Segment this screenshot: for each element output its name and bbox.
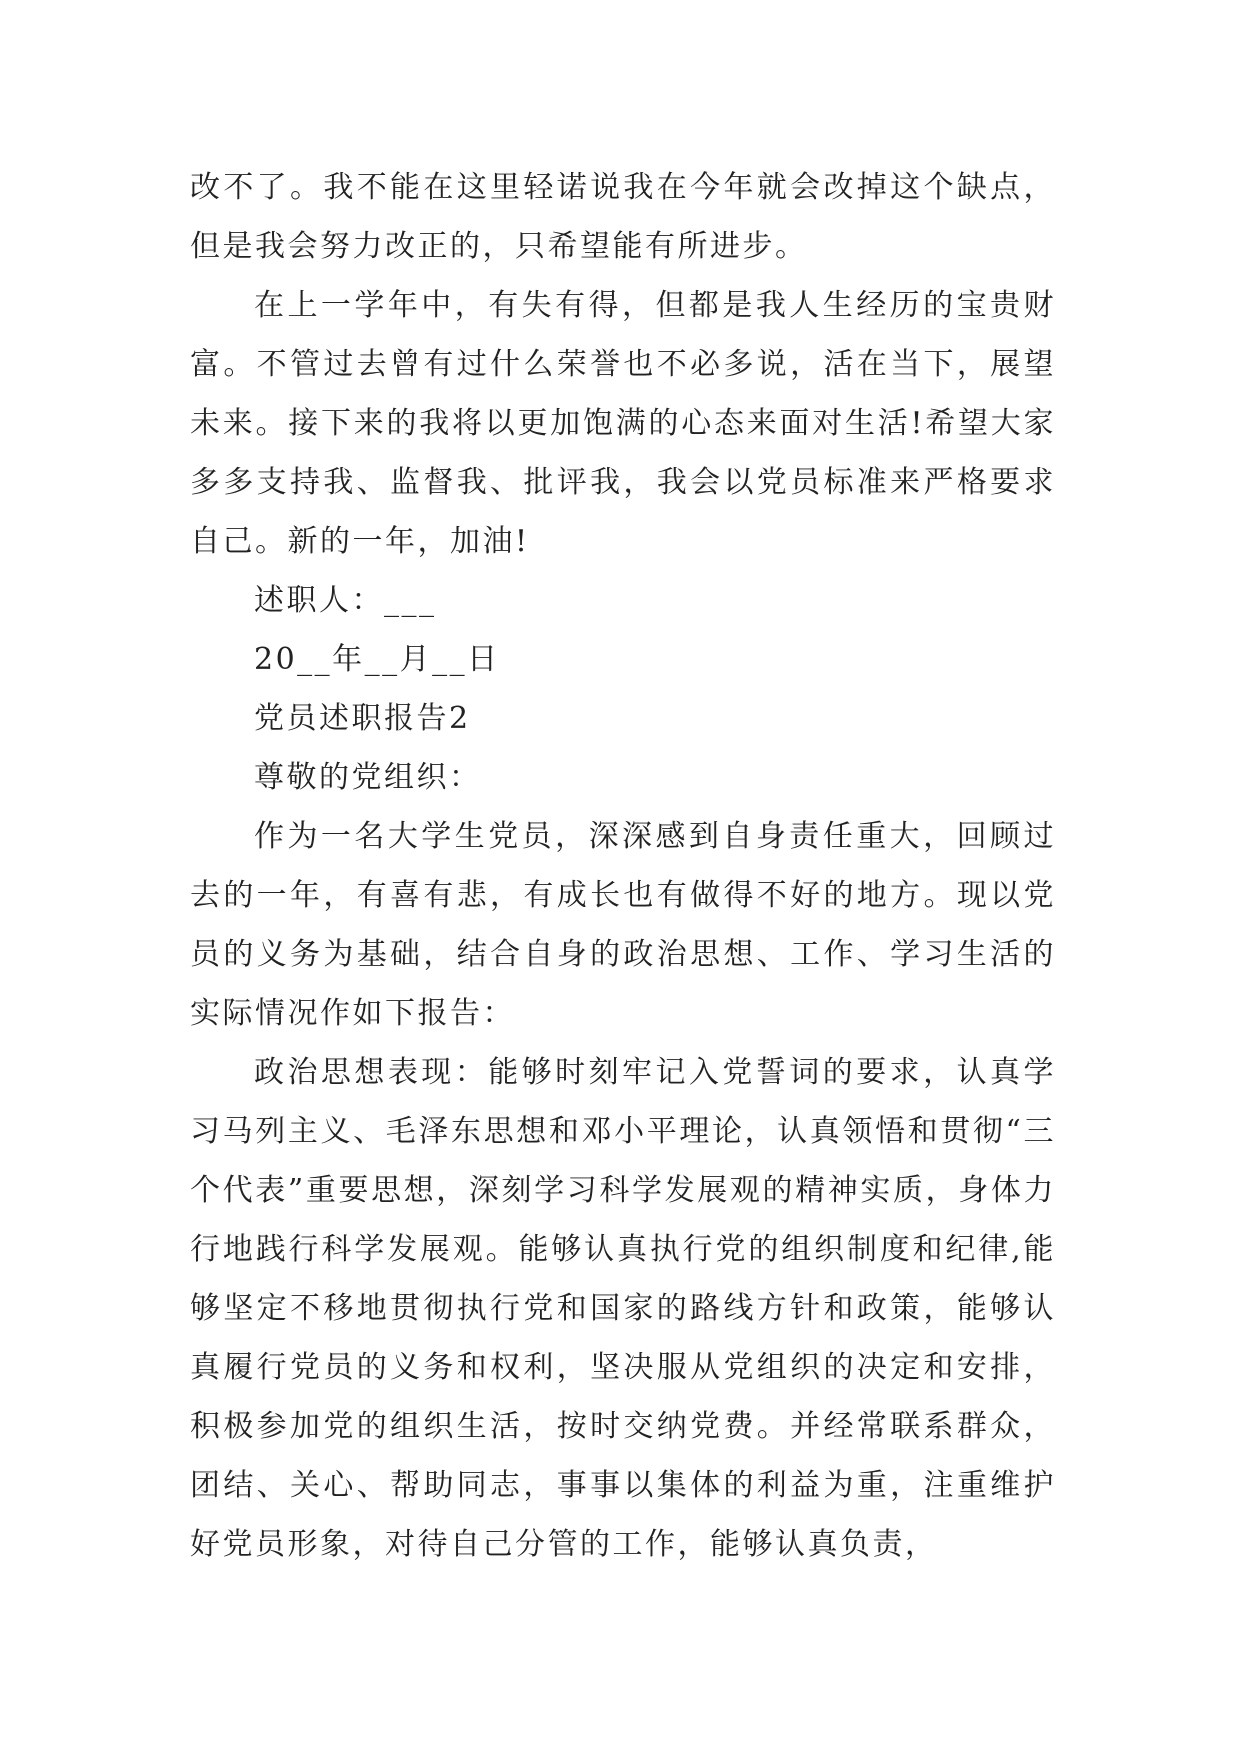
signature-line: 述职人：___: [254, 583, 437, 618]
paragraph-intro: 作为一名大学生党员，深深感到自身责任重大，回顾过去的一年，有喜有悲，有成长也有做得不好的地方。现以党员的义务为基础，结合自身的政治思想、工作、学习生活的实际情况作如下报告：: [190, 819, 1056, 1031]
salutation: 尊敬的党组织：: [254, 760, 482, 795]
paragraph-politics: 政治思想表现：能够时刻牢记入党誓词的要求，认真学习马列主义、毛泽东思想和邓小平理论，认真领悟和贯彻“三个代表”重要思想，深刻学习科学发展观的精神实质，身体力行地践行科学发展观。能够认真执行党的组织制度和纪律,能够坚定不移地贯彻执行党和国家的路线方针和政策，能够认真履行党员的义务和权利，坚决服从党组织的决定和安排，积极参加党的组织生活，按时交纳党费。并经常联系群众，团结、关心、帮助同志，事事以集体的利益为重，注重维护好党员形象，对待自己分管的工作，能够认真负责，: [190, 1055, 1056, 1562]
date-line: 20__年__月__日: [254, 642, 500, 677]
paragraph-continuation: 改不了。我不能在这里轻诺说我在今年就会改掉这个缺点，但是我会努力改正的，只希望能有所进步。: [190, 170, 1056, 264]
section-title: 党员述职报告2: [254, 701, 471, 736]
document-body: [190, 158, 1056, 1574]
paragraph-summary: 在上一学年中，有失有得，但都是我人生经历的宝贵财富。不管过去曾有过什么荣誉也不必多说，活在当下，展望未来。接下来的我将以更加饱满的心态来面对生活!希望大家多多支持我、监督我、批评我，我会以党员标准来严格要求自己。新的一年，加油!: [190, 288, 1056, 559]
